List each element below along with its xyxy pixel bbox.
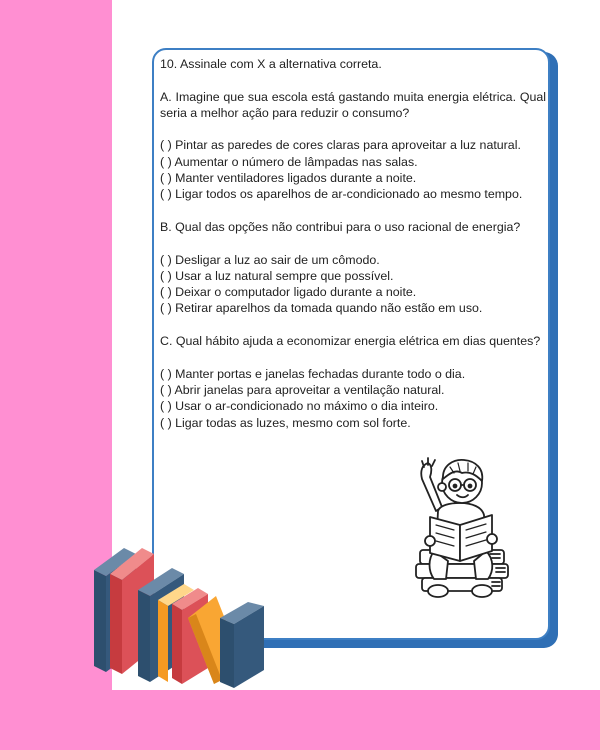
question-b-option-3[interactable]: ( ) Deixar o computador ligado durante a noite. [160,285,417,300]
question-c-option-4[interactable]: ( ) Ligar todas as luzes, mesmo com sol forte. [160,415,411,430]
question-c-option-3[interactable]: ( ) Usar o ar-condicionado no máximo o dia inteiro. [160,399,439,414]
question-a-option-2[interactable]: ( ) Aumentar o número de lâmpadas nas salas. [160,154,418,169]
question-c-text: C. Qual hábito ajuda a economizar energia elétrica em dias quentes? [160,334,541,349]
question-b-option-2[interactable]: ( ) Usar a luz natural sempre que possível. [160,268,394,283]
instruction-text: 10. Assinale com X a alternativa correta. [160,57,382,71]
stacked-books-icon [92,540,267,690]
question-a-option-1[interactable]: ( ) Pintar as paredes de cores claras para aproveitar a luz natural. [160,138,521,153]
question-b-text: B. Qual das opções não contribui para o uso racional de energia? [160,219,521,234]
worksheet-content [160,56,546,431]
question-c-option-2[interactable]: ( ) Abrir janelas para aproveitar a ventilação natural. [160,382,445,397]
child-reading-book-icon [410,455,515,607]
question-a-option-4[interactable]: ( ) Ligar todos os aparelhos de ar-condicionado ao mesmo tempo. [160,187,523,202]
question-b-option-4[interactable]: ( ) Retirar aparelhos da tomada quando não estão em uso. [160,301,483,316]
question-a-text: A. Imagine que sua escola está gastando muita energia elétrica. Qual seria a melhor ação para reduzir o consumo? [160,89,546,120]
question-a-option-3[interactable]: ( ) Manter ventiladores ligados durante a noite. [160,171,417,186]
question-b-option-1[interactable]: ( ) Desligar a luz ao sair de um cômodo. [160,252,380,267]
question-c-option-1[interactable]: ( ) Manter portas e janelas fechadas durante todo o dia. [160,366,466,381]
